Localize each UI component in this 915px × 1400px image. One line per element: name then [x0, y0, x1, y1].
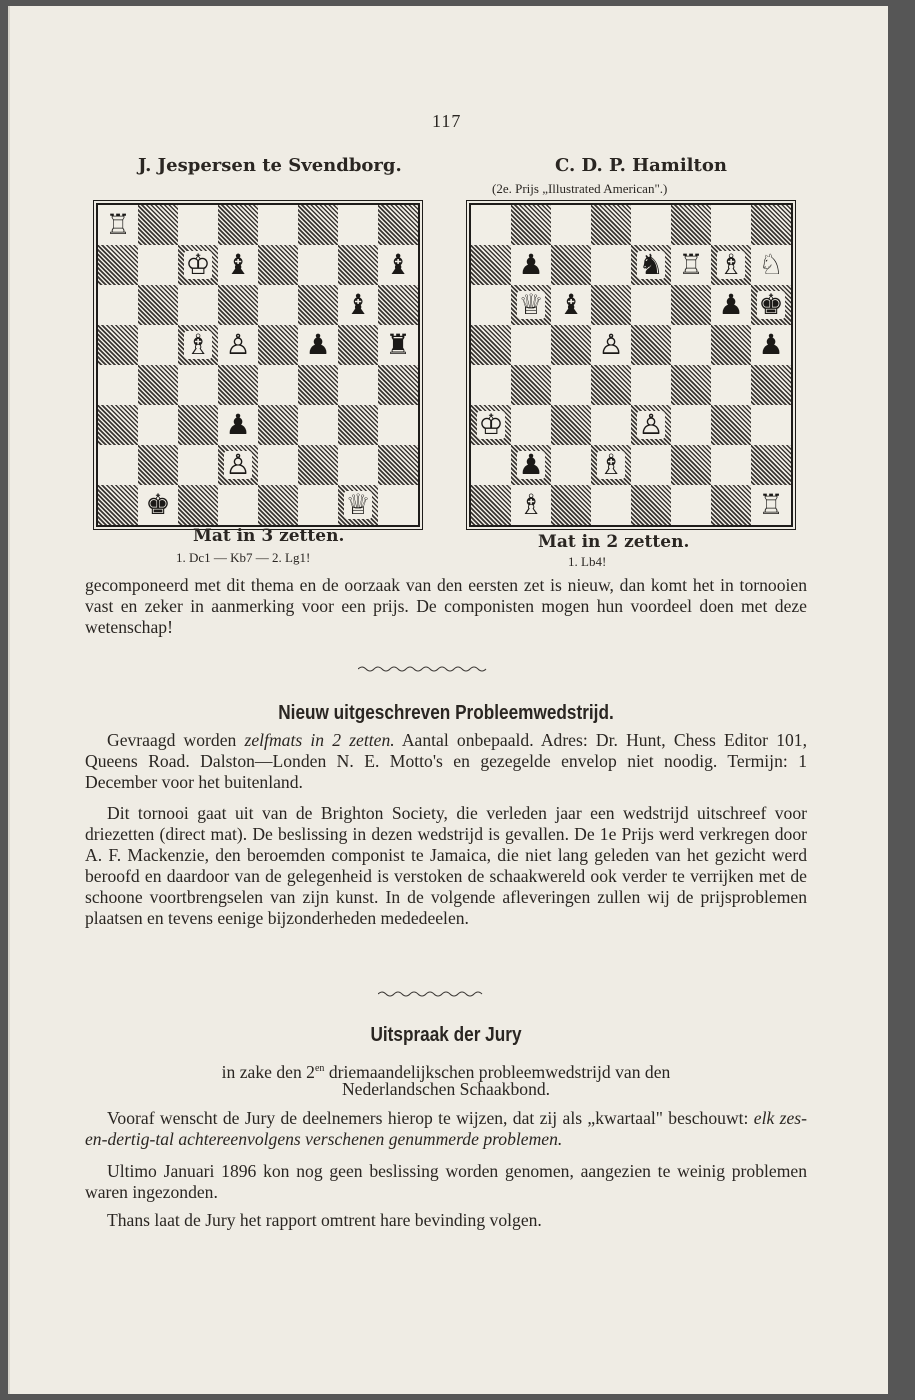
black-pawn-icon: ♟ — [758, 328, 784, 361]
square-c8 — [551, 205, 591, 245]
text-run: Aantal onbepaald. Adres: Dr. Hunt, Chess Editor 101, Queens Road. Dalston—Londen N. E. Motto's en gezegelde envelop niet noodig. Termijn: 1 December voor het buitenland. — [85, 730, 807, 792]
paragraph-gevraagd — [85, 730, 807, 793]
square-b1 — [138, 485, 178, 525]
white-king-icon: ♔ — [185, 248, 211, 281]
square-f3 — [671, 405, 711, 445]
superscript: en — [314, 1063, 325, 1074]
white-pawn-icon: ♙ — [638, 408, 664, 441]
black-bishop-icon: ♝ — [385, 248, 411, 281]
square-f4 — [671, 365, 711, 405]
square-e8 — [631, 205, 671, 245]
square-d4 — [591, 365, 631, 405]
black-pawn-icon: ♟ — [518, 248, 544, 281]
jury-subtitle-line-2: Nederlandschen Schaakbond. — [341, 1079, 551, 1099]
square-f4 — [298, 365, 338, 405]
square-c4 — [551, 365, 591, 405]
square-c1 — [178, 485, 218, 525]
square-g1 — [338, 485, 378, 525]
white-knight-icon: ♘ — [758, 248, 784, 281]
divider-ornament — [358, 664, 488, 674]
paragraph-tornooi: Dit tornooi gaat uit van de Brighton Society, die verleden jaar een wedstrijd uitschreef voor driezetten (direct mat). De beslissing in dezen wedstrijd is gevallen. De 1e Prijs werd verkregen door A. F. Mackenzie, den beroemden componist te Jamaica, die niet lang geleden van het gezicht werd beroofd en daardoor van de gelegenheid is verstoken de schaakwereld ook verder te verrijken met de schoone voortbrengselen van zijn kunst. In de volgende afleveringen zullen wij de prijsproblemen plaatsen en tevens eenige bijzonderheden mededeelen. — [85, 803, 807, 928]
square-d5 — [591, 325, 631, 365]
square-f8 — [298, 205, 338, 245]
square-e4 — [258, 365, 298, 405]
square-a7 — [98, 245, 138, 285]
square-g2 — [711, 445, 751, 485]
square-a5 — [471, 325, 511, 365]
problem-1-author: J. Jespersen te Svendborg. — [138, 155, 402, 176]
square-c6 — [551, 285, 591, 325]
text-run: in zake den 2 — [221, 1061, 315, 1082]
square-g3 — [338, 405, 378, 445]
square-h6 — [751, 285, 791, 325]
page-number: 117 — [432, 111, 462, 131]
square-h5 — [378, 325, 418, 365]
white-rook-icon: ♖ — [105, 208, 131, 241]
square-e5 — [631, 325, 671, 365]
section-heading-probleemwedstrijd: Nieuw uitgeschreven Probleemwedstrijd. — [278, 702, 614, 724]
square-g2 — [338, 445, 378, 485]
page — [8, 6, 888, 1394]
square-g3 — [711, 405, 751, 445]
square-b7 — [511, 245, 551, 285]
square-d5 — [218, 325, 258, 365]
square-a8 — [471, 205, 511, 245]
text-run: driemaandelijkschen probleemwedstrijd van den — [324, 1061, 671, 1082]
white-bishop-icon: ♗ — [518, 488, 544, 521]
square-f3 — [298, 405, 338, 445]
white-queen-icon: ♕ — [518, 288, 544, 321]
square-f7 — [671, 245, 711, 285]
square-f7 — [298, 245, 338, 285]
square-b5 — [138, 325, 178, 365]
italic-text: elk zes-en-dertig-tal achtereenvolgens verschenen genummerde problemen. — [85, 1108, 807, 1149]
white-rook-icon: ♖ — [678, 248, 704, 281]
problem-2-source: (2e. Prijs „Illustrated American".) — [492, 181, 668, 196]
square-b2 — [511, 445, 551, 485]
square-c7 — [551, 245, 591, 285]
square-e7 — [258, 245, 298, 285]
white-pawn-icon: ♙ — [225, 448, 251, 481]
square-c2 — [551, 445, 591, 485]
black-rook-icon: ♜ — [385, 328, 411, 361]
square-a6 — [471, 285, 511, 325]
square-f6 — [671, 285, 711, 325]
square-h4 — [378, 365, 418, 405]
square-h1 — [378, 485, 418, 525]
square-a6 — [98, 285, 138, 325]
square-d6 — [218, 285, 258, 325]
square-b8 — [138, 205, 178, 245]
square-h3 — [751, 405, 791, 445]
square-d1 — [218, 485, 258, 525]
square-h8 — [751, 205, 791, 245]
square-h2 — [751, 445, 791, 485]
black-pawn-icon: ♟ — [225, 408, 251, 441]
white-rook-icon: ♖ — [758, 488, 784, 521]
square-g4 — [338, 365, 378, 405]
square-g6 — [338, 285, 378, 325]
white-bishop-icon: ♗ — [185, 328, 211, 361]
square-d2 — [591, 445, 631, 485]
square-d1 — [591, 485, 631, 525]
black-pawn-icon: ♟ — [718, 288, 744, 321]
square-e5 — [258, 325, 298, 365]
problem-2-solution: 1. Lb4! — [568, 554, 607, 569]
square-c8 — [178, 205, 218, 245]
square-b8 — [511, 205, 551, 245]
square-c5 — [178, 325, 218, 365]
square-d7 — [218, 245, 258, 285]
white-pawn-icon: ♙ — [225, 328, 251, 361]
italic-text: zelfmats in 2 zetten. — [244, 730, 395, 750]
square-f5 — [671, 325, 711, 365]
square-f5 — [298, 325, 338, 365]
square-b7 — [138, 245, 178, 285]
square-f6 — [298, 285, 338, 325]
square-h1 — [751, 485, 791, 525]
square-e2 — [631, 445, 671, 485]
section-heading-uitspraak: Uitspraak der Jury — [370, 1024, 522, 1046]
square-e6 — [258, 285, 298, 325]
black-king-icon: ♚ — [758, 288, 784, 321]
square-a2 — [98, 445, 138, 485]
square-e4 — [631, 365, 671, 405]
square-f2 — [671, 445, 711, 485]
square-h7 — [378, 245, 418, 285]
chessboard-problem-1 — [96, 203, 420, 527]
square-g4 — [711, 365, 751, 405]
square-c4 — [178, 365, 218, 405]
white-queen-icon: ♕ — [345, 488, 371, 521]
square-g6 — [711, 285, 751, 325]
square-h6 — [378, 285, 418, 325]
square-c2 — [178, 445, 218, 485]
square-f2 — [298, 445, 338, 485]
white-pawn-icon: ♙ — [598, 328, 624, 361]
square-a3 — [98, 405, 138, 445]
divider-ornament — [378, 989, 488, 999]
text-run: Gevraagd worden — [107, 730, 245, 750]
square-e6 — [631, 285, 671, 325]
square-e3 — [631, 405, 671, 445]
intro-paragraph: gecomponeerd met dit thema en de oorzaak van den eersten zet is nieuw, dan komt het in tornooien vast en zeker in aanmerking voor een prijs. De componisten mogen hun voordeel doen met deze wetenschap! — [85, 575, 807, 637]
square-h7 — [751, 245, 791, 285]
square-a4 — [98, 365, 138, 405]
chessboard-problem-2 — [469, 203, 793, 527]
square-h2 — [378, 445, 418, 485]
square-e1 — [631, 485, 671, 525]
square-a7 — [471, 245, 511, 285]
square-a1 — [471, 485, 511, 525]
paragraph-ultimo: Ultimo Januari 1896 kon nog geen beslissing worden genomen, aangezien te weinig problemen waren ingezonden. — [85, 1161, 807, 1202]
square-d3 — [218, 405, 258, 445]
square-c7 — [178, 245, 218, 285]
square-d2 — [218, 445, 258, 485]
square-a1 — [98, 485, 138, 525]
square-c3 — [178, 405, 218, 445]
square-b6 — [511, 285, 551, 325]
paragraph-vooraf — [85, 1108, 807, 1150]
text-run: Vooraf wenscht de Jury de deelnemers hierop te wijzen, dat zij als „kwartaal" beschouwt: — [107, 1108, 754, 1128]
square-g1 — [711, 485, 751, 525]
black-bishop-icon: ♝ — [558, 288, 584, 321]
square-b3 — [511, 405, 551, 445]
white-bishop-icon: ♗ — [598, 448, 624, 481]
square-e7 — [631, 245, 671, 285]
square-h5 — [751, 325, 791, 365]
square-g7 — [338, 245, 378, 285]
square-g8 — [711, 205, 751, 245]
square-e8 — [258, 205, 298, 245]
square-e3 — [258, 405, 298, 445]
square-d8 — [591, 205, 631, 245]
square-b5 — [511, 325, 551, 365]
square-g8 — [338, 205, 378, 245]
square-a8 — [98, 205, 138, 245]
square-g5 — [338, 325, 378, 365]
square-b3 — [138, 405, 178, 445]
square-a4 — [471, 365, 511, 405]
black-pawn-icon: ♟ — [518, 448, 544, 481]
square-h4 — [751, 365, 791, 405]
square-c3 — [551, 405, 591, 445]
square-d7 — [591, 245, 631, 285]
white-bishop-icon: ♗ — [718, 248, 744, 281]
white-king-icon: ♔ — [478, 408, 504, 441]
black-king-icon: ♚ — [145, 488, 171, 521]
square-b6 — [138, 285, 178, 325]
black-pawn-icon: ♟ — [305, 328, 331, 361]
black-knight-icon: ♞ — [638, 248, 664, 281]
square-e1 — [258, 485, 298, 525]
square-h3 — [378, 405, 418, 445]
square-c6 — [178, 285, 218, 325]
square-b4 — [138, 365, 178, 405]
square-g5 — [711, 325, 751, 365]
problem-1-solution: 1. Dc1 — Kb7 — 2. Lg1! — [176, 550, 311, 565]
square-d8 — [218, 205, 258, 245]
square-c5 — [551, 325, 591, 365]
square-h8 — [378, 205, 418, 245]
square-f1 — [671, 485, 711, 525]
square-d4 — [218, 365, 258, 405]
black-bishop-icon: ♝ — [225, 248, 251, 281]
square-c1 — [551, 485, 591, 525]
square-a2 — [471, 445, 511, 485]
square-d6 — [591, 285, 631, 325]
black-bishop-icon: ♝ — [345, 288, 371, 321]
square-f1 — [298, 485, 338, 525]
square-b4 — [511, 365, 551, 405]
square-e2 — [258, 445, 298, 485]
square-a5 — [98, 325, 138, 365]
paragraph-thans: Thans laat de Jury het rapport omtrent hare bevinding volgen. — [107, 1210, 542, 1230]
problem-2-author: C. D. P. Hamilton — [555, 155, 727, 176]
square-f8 — [671, 205, 711, 245]
square-a3 — [471, 405, 511, 445]
square-b1 — [511, 485, 551, 525]
square-d3 — [591, 405, 631, 445]
problem-2-caption: Mat in 2 zetten. — [538, 532, 690, 552]
square-b2 — [138, 445, 178, 485]
square-g7 — [711, 245, 751, 285]
problem-1-caption: Mat in 3 zetten. — [193, 526, 345, 546]
